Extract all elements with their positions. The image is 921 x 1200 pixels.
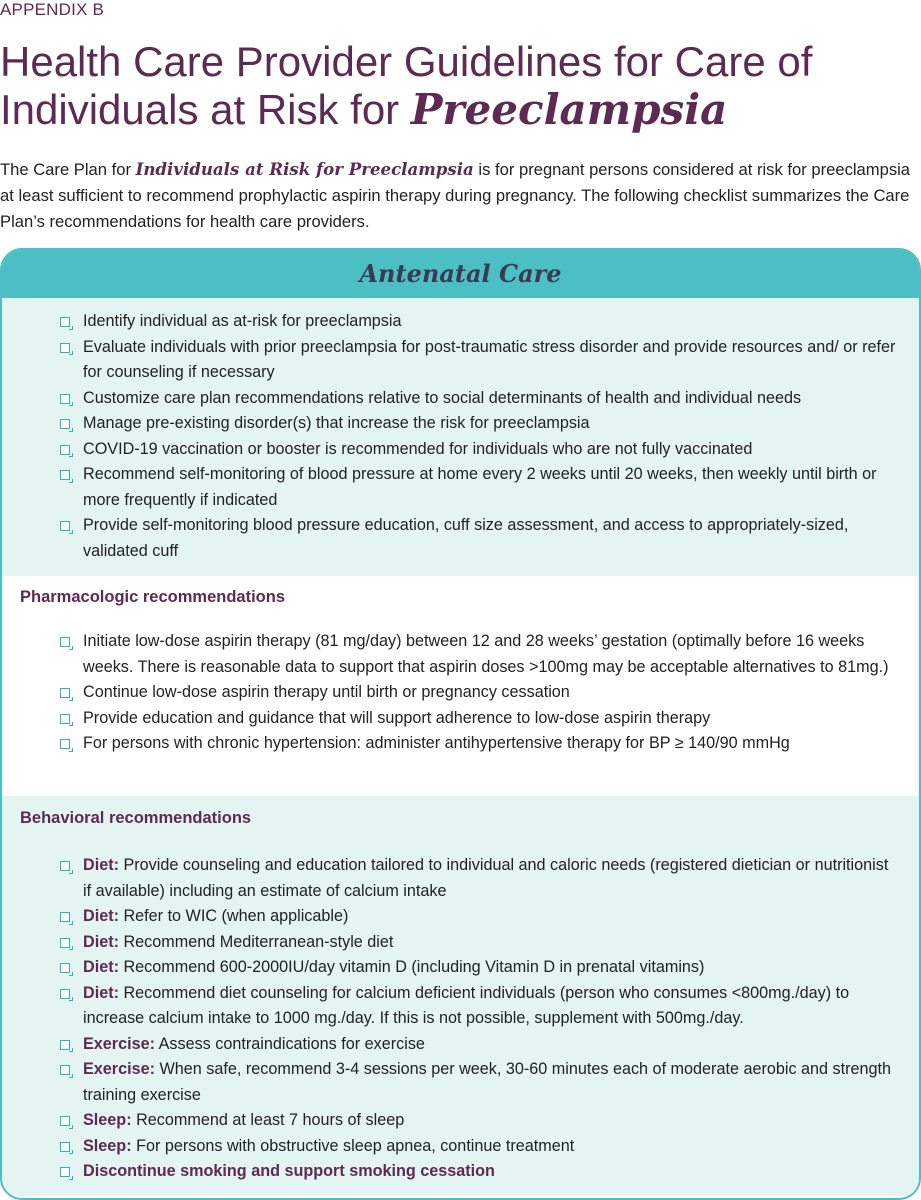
- checkbox-icon[interactable]: [60, 714, 70, 724]
- intro-after: is for pregnant persons considered at risk for preeclampsia at least sufficient to recommend prophylactic aspirin therapy during pregnancy. The following checklist summarizes the Care Plan’s recommendations for health care providers.: [0, 160, 911, 231]
- checklist-item: [60, 1108, 897, 1134]
- checklist-item: [60, 731, 897, 757]
- item-text: Recommend diet counseling for calcium deficient individuals (person who consumes <800mg./day) to increase calcium intake to 1000 mg./day. If this is not possible, supplement with 500mg./day.: [83, 983, 850, 1027]
- checkbox-icon[interactable]: [60, 470, 70, 480]
- item-category-label: Diet:: [83, 958, 119, 976]
- checklist-item: [60, 1032, 897, 1058]
- antenatal-checklist: [60, 309, 897, 564]
- title-line-1: Health Care Provider Guidelines for Care of: [0, 38, 813, 85]
- item-text: Discontinue smoking and support smoking cessation: [83, 1162, 495, 1180]
- behavioral-checklist: [60, 853, 897, 1185]
- item-category-label: Diet:: [83, 983, 119, 1002]
- item-category-label: Sleep:: [83, 1136, 132, 1155]
- checklist-item: [60, 955, 897, 981]
- item-category-label: Exercise:: [83, 1060, 155, 1078]
- item-category-label: Sleep:: [83, 1111, 132, 1129]
- checkbox-icon[interactable]: [60, 938, 70, 948]
- pharmacologic-checklist: [60, 629, 897, 757]
- item-text: Provide education and guidance that will support adherence to low-dose aspirin therapy: [83, 708, 711, 727]
- checkbox-icon[interactable]: [60, 343, 70, 353]
- checklist-item: [60, 853, 897, 904]
- checkbox-icon[interactable]: [60, 739, 70, 749]
- checklist-item: [60, 1057, 897, 1108]
- pharmacologic-title: Pharmacologic recommendations: [20, 588, 285, 606]
- checklist-item: [60, 629, 897, 680]
- checklist-item: [60, 411, 897, 437]
- checklist-item: [60, 1134, 897, 1160]
- item-category-label: Diet:: [83, 856, 119, 874]
- item-text: Provide counseling and education tailored to individual and caloric needs (registered dietician or nutritionist if available) including an estimate of calcium intake: [83, 856, 889, 900]
- item-text: Initiate low-dose aspirin therapy (81 mg/day) between 12 and 28 weeks’ gestation (optimally before 16 weeks weeks. There is reasonable data to support that aspirin doses >100mg may be acceptable alternatives to 81mg.): [83, 632, 889, 676]
- behavioral-title: Behavioral recommendations: [20, 809, 252, 827]
- item-text: Manage pre-existing disorder(s) that increase the risk for preeclampsia: [83, 414, 590, 432]
- item-text: Recommend 600-2000IU/day vitamin D (including Vitamin D in prenatal vitamins): [118, 958, 705, 976]
- item-text: COVID-19 vaccination or booster is recommended for individuals who are not fully vaccinated: [83, 439, 753, 458]
- title-emphasis: Preeclampsia: [410, 85, 728, 134]
- checklist-item: [60, 930, 897, 956]
- intro-paragraph: [0, 156, 921, 235]
- checkbox-icon[interactable]: [60, 989, 70, 999]
- checkbox-icon[interactable]: [60, 963, 70, 973]
- checklist-item: [60, 462, 897, 513]
- checklist-item: [60, 1159, 897, 1185]
- item-text: Recommend self-monitoring of blood pressure at home every 2 weeks until 20 weeks, then weekly until birth or more frequently if indicated: [83, 465, 877, 509]
- antenatal-care-header: Antenatal Care: [2, 250, 919, 298]
- checklist-item: [60, 981, 897, 1032]
- item-text: Recommend Mediterranean-style diet: [118, 932, 394, 951]
- checklist-box: [0, 248, 921, 1200]
- title-line-2: Individuals at Risk for: [0, 86, 411, 133]
- checkbox-icon[interactable]: [60, 521, 70, 531]
- appendix-label: APPENDIX B: [0, 0, 105, 19]
- item-category-label: Diet:: [83, 907, 119, 925]
- checkbox-icon[interactable]: [60, 394, 70, 404]
- item-text: Continue low-dose aspirin therapy until birth or pregnancy cessation: [83, 683, 570, 701]
- checkbox-icon[interactable]: [60, 1116, 70, 1126]
- item-text: When safe, recommend 3-4 sessions per week, 30-60 minutes each of moderate aerobic and strength training exercise: [83, 1060, 892, 1104]
- item-category-label: Diet:: [83, 932, 119, 951]
- checklist-item: [60, 680, 897, 706]
- checklist-item: [60, 335, 897, 386]
- intro-before: The Care Plan for: [0, 160, 136, 179]
- intro-emphasis: Individuals at Risk for Preeclampsia: [135, 159, 474, 179]
- checkbox-icon[interactable]: [60, 1040, 70, 1050]
- item-text: Identify individual as at-risk for preeclampsia: [83, 312, 402, 330]
- checkbox-icon[interactable]: [60, 861, 70, 871]
- item-category-label: Exercise:: [83, 1034, 155, 1053]
- behavioral-section: [2, 796, 919, 1196]
- item-text: Recommend at least 7 hours of sleep: [131, 1111, 405, 1129]
- checklist-item: [60, 386, 897, 412]
- checklist-item: [60, 904, 897, 930]
- checkbox-icon[interactable]: [60, 637, 70, 647]
- item-text: Refer to WIC (when applicable): [118, 907, 349, 925]
- checklist-item: [60, 513, 897, 564]
- checkbox-icon[interactable]: [60, 419, 70, 429]
- antenatal-section: [2, 298, 919, 576]
- checkbox-icon[interactable]: [60, 317, 70, 327]
- checkbox-icon[interactable]: [60, 1167, 70, 1177]
- checkbox-icon[interactable]: [60, 445, 70, 455]
- pharmacologic-section: [2, 576, 919, 796]
- item-text: Evaluate individuals with prior preeclampsia for post-traumatic stress disorder and provide resources and/ or refer for counseling if necessary: [83, 337, 896, 381]
- page-title: [0, 38, 921, 134]
- checklist-item: [60, 437, 897, 463]
- item-text: Assess contraindications for exercise: [155, 1034, 425, 1053]
- checkbox-icon[interactable]: [60, 1065, 70, 1075]
- item-text: For persons with obstructive sleep apnea, continue treatment: [131, 1136, 575, 1155]
- item-text: Customize care plan recommendations relative to social determinants of health and individual needs: [83, 388, 802, 407]
- item-text: For persons with chronic hypertension: administer antihypertensive therapy for BP ≥ 140/90 mmHg: [83, 734, 790, 752]
- checkbox-icon[interactable]: [60, 1142, 70, 1152]
- checklist-item: [60, 706, 897, 732]
- checklist-item: [60, 309, 897, 335]
- item-text: Provide self-monitoring blood pressure education, cuff size assessment, and access to appropriately-sized, validated cuff: [83, 516, 849, 560]
- checkbox-icon[interactable]: [60, 688, 70, 698]
- checkbox-icon[interactable]: [60, 912, 70, 922]
